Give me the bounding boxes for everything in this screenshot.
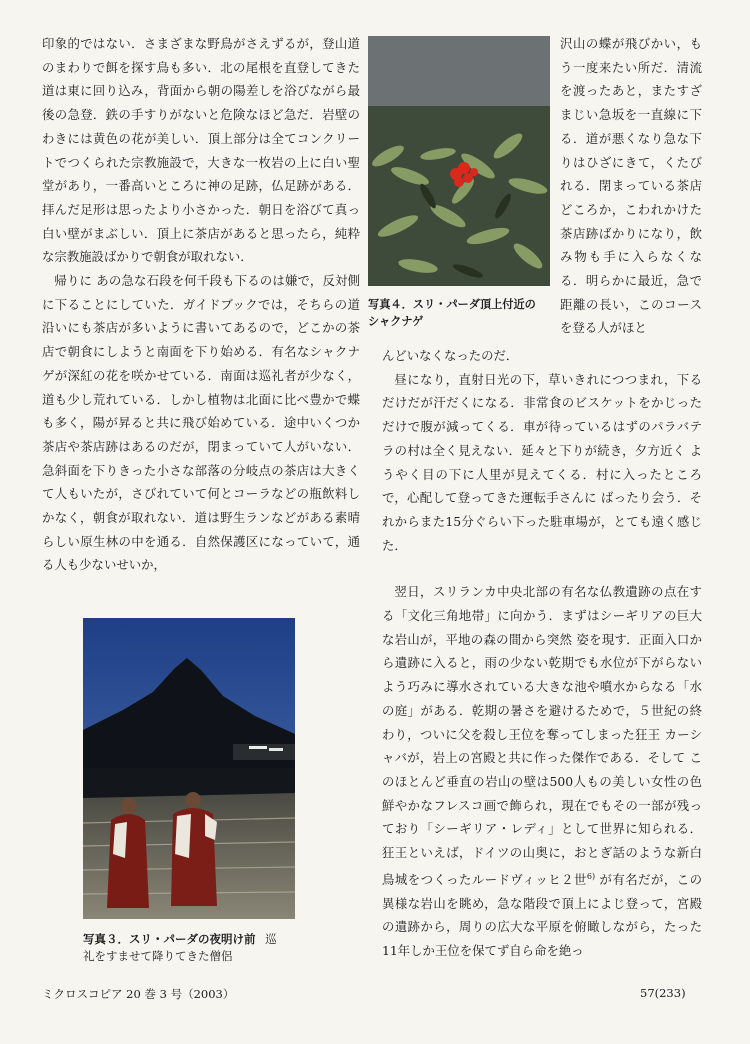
photo3-caption-label: 写真３．スリ・パーダの夜明け前 bbox=[83, 932, 256, 946]
right-column bbox=[382, 344, 702, 963]
rhododendron-photo bbox=[368, 36, 550, 286]
footer-page-number: 57(233) bbox=[640, 986, 686, 1000]
paragraph-noon: 昼になり，直射日光の下，草いきれにつつまれ，下るだけだが汗だくになる．非常食のビスケットをかじっただけで腹が減ってくる．車が待っているはずのパラバテラの村は全く見えない．延々と下りが続き，夕方近く ようやく目の下に人里が見えてくる．村に入ったところで，心配して登ってきた運転手さんに ばったり会う．それからまた15分ぐらい下った駐車場が，とても遠く感じた． bbox=[382, 371, 702, 553]
photo4-caption-line1: 写真４．スリ・パーダ頂上付近の bbox=[368, 298, 536, 311]
photo3-figure bbox=[83, 618, 295, 965]
photo3-caption-text-1: 巡 bbox=[265, 932, 277, 946]
photo3-caption-text-2: 礼をすませて降りてきた僧侶 bbox=[83, 949, 233, 963]
photo4-image bbox=[368, 36, 550, 286]
paragraph-descent: 帰りに あの急な石段を何千段も下るのは嫌で，反対側に下ることにしていた．ガイドブックでは，そちらの道沿いにも茶店が多いように書いてあるので，どこかの茶店で朝食にしようと南面を下り始める．有名なシャクナゲが深紅の花を咲かせている．南面は巡礼者が少なく，道も少し荒れている．しかし植物は北面に比べ豊かで蝶も多く，陽が昇ると共に飛び始めている．途中いくつか茶店や茶店跡はあるのだが，閉まっていて人がいない．急斜面を下りきった小さな部落の分岐点の茶店は大きくて人もいたが，さびれていて何とコーラなどの瓶飲料しかなく，朝食が取れない．道は野生ランなどがある素晴らしい原生林の中を通る．自然保護区になっていて，通る人も少ないせいか， bbox=[42, 273, 360, 573]
photo3-image bbox=[83, 618, 295, 919]
paragraph-summit: 印象的ではない．さまざまな野鳥がさえずるが，登山道のまわりで餌を探す鳥も多い．北の尾根を直登してきた道は東に回り込み，背面から朝の陽差しを浴びながら最後の急登．鉄の手すりがないと危険なほど急だ．岩壁のわきには黄色の花が美しい．頂上部分は全てコンクリートでつくられた宗教施設で，大きな一枚岩の上に白い聖堂があり，一番高いところに神の足跡，仏足跡がある．拝んだ足形は思ったより小さかった．朝日を浴びて真っ白い壁がまぶしい．頂上に茶店があると思ったら，純粋な宗教施設ばかりで朝食が取れない． bbox=[42, 36, 360, 265]
paragraph-sigiriya bbox=[382, 580, 702, 962]
footer-journal: ミクロスコピア 20 巻 3 号（2003） bbox=[42, 987, 235, 1001]
footnote-ref[interactable]: 6) bbox=[586, 871, 596, 881]
sigiriya-text: 翌日，スリランカ中央北部の有名な仏教遺跡の点在する「文化三角地帯」に向かう．まずはシーギリアの巨大な岩山が，平地の森の間から突然 姿を現す．正面入口から遺跡に入ると，雨の少ない乾期でも水位が下がらないよう巧みに導水されている大きな池や噴水からなる「水の庭」がある．乾期の暑さを避けるためで，５世紀の終わり，ついに父を殺し王位を奪ってしまった狂王 カーシャバが，岩上の宮殿と共に作った傑作である．そして このほとんど垂直の岩山の壁は500人もの美しい女性の色鮮やかなフレスコ画で飾られ，現在でもその一部が残っており「シーギリア・レディ」として世界に知られる．狂王といえば，ドイツの山奥に，おとぎ話のような新白鳥城をつくったルードヴィッヒ２世 bbox=[382, 584, 702, 887]
left-column bbox=[42, 32, 360, 577]
monks-at-dawn-photo bbox=[83, 618, 295, 919]
sigiriya-text-end: が有名だが，この異様な岩山を眺め，急な階段で頂上によじ登って，宮殿の遺跡から，周りの広大な平原を俯瞰しながら，たった 11年しか王位を保てず自ら命を絶っ bbox=[382, 871, 702, 958]
photo4-figure bbox=[368, 36, 550, 330]
paragraph-continuation: んどいなくなったのだ． bbox=[382, 348, 519, 363]
right-side-text bbox=[560, 32, 702, 340]
photo4-caption-line2: シャクナゲ bbox=[368, 315, 424, 328]
paragraph-butterflies: 沢山の蝶が飛びかい，もう一度来たい所だ．清流を渡ったあと，またすざまじい急坂を一直線に下る．道が悪くなり急な下りはひざにきて，くたびれる．閉まっている茶店どころか，こわれかけた茶店跡ばかりになり，飲み物も手に入らなくなる．明らかに最近，急で距離の長い，このコースを登る人がほと bbox=[560, 36, 702, 336]
photo3-caption bbox=[83, 931, 313, 965]
photo4-caption bbox=[368, 296, 550, 330]
